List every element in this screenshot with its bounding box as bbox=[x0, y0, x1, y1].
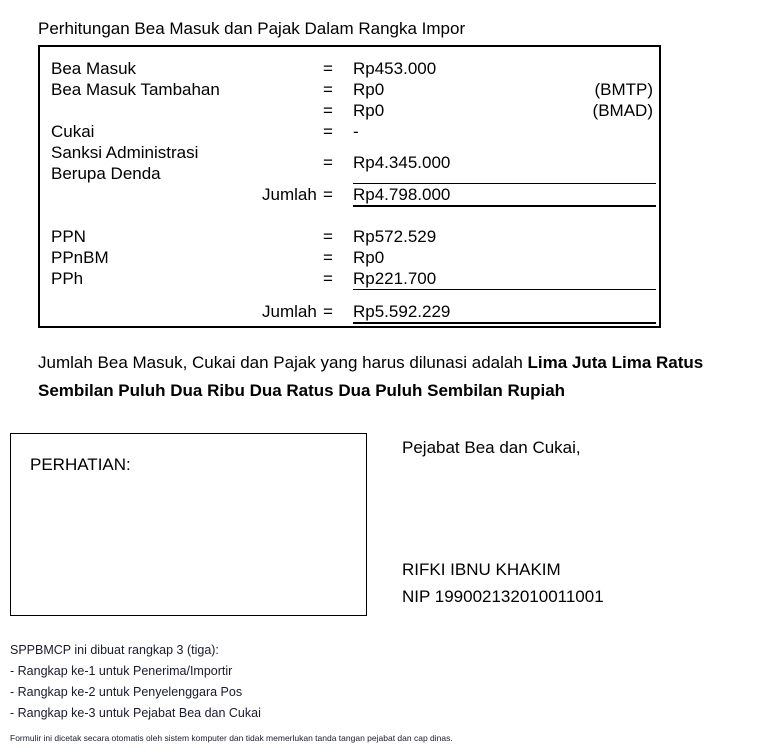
bmtp-equals: = bbox=[323, 80, 333, 99]
bmtp-value: Rp0 bbox=[353, 80, 385, 99]
jumlah2-underline bbox=[353, 322, 656, 324]
ppnbm-equals: = bbox=[323, 248, 333, 267]
cukai-value: - bbox=[353, 122, 359, 141]
bmt-label: Bea Masuk Tambahan bbox=[51, 80, 220, 99]
ppn-label: PPN bbox=[51, 227, 86, 246]
bmad-equals: = bbox=[323, 101, 333, 120]
jumlah2-value: Rp5.592.229 bbox=[353, 302, 451, 321]
summary-amount-words-line1: Lima Juta Lima Ratus bbox=[527, 353, 704, 372]
ppnbm-value: Rp0 bbox=[353, 248, 385, 267]
sanksi-underline bbox=[353, 183, 656, 184]
bmad-value: Rp0 bbox=[353, 101, 385, 120]
ppn-value: Rp572.529 bbox=[353, 227, 437, 246]
payment-summary bbox=[38, 349, 753, 405]
summary-amount-words-line2: Sembilan Puluh Dua Ribu Dua Ratus Dua Puluh Sembilan Rupiah bbox=[38, 381, 566, 400]
cukai-equals: = bbox=[323, 122, 333, 141]
official-name: RIFKI IBNU KHAKIM bbox=[402, 560, 561, 579]
jumlah1-underline bbox=[353, 205, 656, 207]
copy-2-line: - Rangkap ke-2 untuk Penyelenggara Pos bbox=[10, 685, 243, 699]
jumlah2-equals: = bbox=[323, 302, 333, 321]
pph-equals: = bbox=[323, 269, 333, 288]
pph-underline bbox=[353, 289, 656, 290]
sanksi-equals: = bbox=[323, 153, 333, 172]
bmtp-note: (BMTP) bbox=[594, 80, 653, 99]
jumlah1-equals: = bbox=[323, 185, 333, 204]
official-title: Pejabat Bea dan Cukai, bbox=[402, 438, 581, 457]
official-nip: NIP 199002132010011001 bbox=[402, 587, 604, 606]
perhatian-label: PERHATIAN: bbox=[30, 455, 131, 474]
perhatian-box bbox=[10, 433, 367, 616]
cukai-label: Cukai bbox=[51, 122, 95, 141]
sanksi-label-line1: Sanksi Administrasi bbox=[51, 143, 199, 162]
ppnbm-label: PPnBM bbox=[51, 248, 109, 267]
copies-heading: SPPBMCP ini dibuat rangkap 3 (tiga): bbox=[10, 643, 219, 657]
bea-masuk-equals: = bbox=[323, 59, 333, 78]
bea-masuk-label: Bea Masuk bbox=[51, 59, 137, 78]
jumlah1-label: Jumlah bbox=[262, 185, 317, 204]
sanksi-label-line2: Berupa Denda bbox=[51, 164, 161, 183]
copy-1-line: - Rangkap ke-1 untuk Penerima/Importir bbox=[10, 664, 233, 678]
bmad-note: (BMAD) bbox=[592, 101, 653, 120]
sanksi-value: Rp4.345.000 bbox=[353, 153, 451, 172]
calculation-box bbox=[38, 45, 661, 328]
copy-3-line: - Rangkap ke-3 untuk Pejabat Bea dan Cukai bbox=[10, 706, 261, 720]
summary-prefix: Jumlah Bea Masuk, Cukai dan Pajak yang harus dilunasi adalah bbox=[38, 353, 528, 372]
ppn-equals: = bbox=[323, 227, 333, 246]
jumlah2-label: Jumlah bbox=[262, 302, 317, 321]
pph-label: PPh bbox=[51, 269, 84, 288]
jumlah1-value: Rp4.798.000 bbox=[353, 185, 451, 204]
document-title: Perhitungan Bea Masuk dan Pajak Dalam Rangka Impor bbox=[38, 19, 466, 38]
fine-print: Formulir ini dicetak secara otomatis oleh sistem komputer dan tidak memerlukan tanda tangan pejabat dan cap dinas. bbox=[10, 733, 453, 743]
pph-value: Rp221.700 bbox=[353, 269, 437, 288]
bea-masuk-value: Rp453.000 bbox=[353, 59, 437, 78]
